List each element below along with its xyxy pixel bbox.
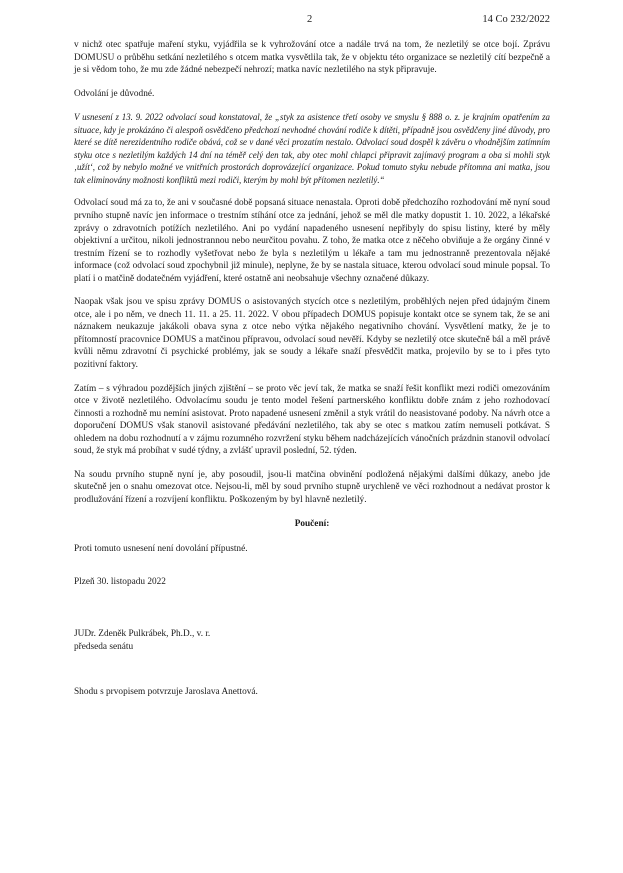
certification-note: Shodu s prvopisem potvrzuje Jaroslava Anettová.: [74, 687, 258, 698]
signatory-role: předseda senátu: [74, 641, 134, 652]
document-body: [74, 39, 550, 699]
paragraph-first-instance-task: Na soudu prvního stupně nyní je, aby posoudil, jsou-li matčina obvinění podložená nějakými dalšími důkazy, anebo jde skutečně jen o snahu omezovat otce. Nejsou-li, měl by soud prvního stupně urychleně ve věci rozhodnout a nedávat prostor k prodlužování řízení a rozvíjení konfliktu. Poškozeným by byl hlavně nezletilý.: [74, 469, 550, 505]
paragraph-appeal-justified: Odvolání je důvodné.: [74, 88, 155, 99]
instruction-text: Proti tomuto usnesení není dovolání přípustné.: [74, 544, 248, 555]
case-number: 14 Co 232/2022: [482, 14, 550, 25]
page-header: [0, 14, 623, 28]
page-number: 2: [307, 14, 313, 25]
paragraph-conclusion: Zatím – s výhradou pozdějších jiných zjištění – se proto věc jeví tak, že matka se snaží řešit konflikt mezi rodiči omezováním otce v životě nezletilého. Odvolacímu soudu je tento model řešení partnerského konfliktu dobře znám z jeho rozhodovací činnosti a rozhodně mu nemíní asistovat. Proto napadené usnesení změnil a styk vrátil do neasistované podoby. Na návrh otce a doporučení DOMUS však stanovil asistované předávání nezletilého, tak aby se otec s matkou zatím nemuseli potkávat. S ohledem na dobu rozhodnutí a v zájmu rozumného rozvržení styku během nadcházejících vánočních prázdnin stanovil odvolací soud, že styk má probíhat v sudé týdny, a zvlášť upravil poslední, 52. týden.: [74, 383, 550, 457]
paragraph-court-opinion: Odvolací soud má za to, že ani v současné době popsaná situace nenastala. Oproti době předchozího rozhodování mě nyní soud prvního stupně navíc jen informace o trestním stíhání otce za jednání, jehož se měl dle matky dopustit 1. 10. 2022, a lékařské zprávy o zdravotních potížích nezletilého. Ani po vydání napadeného usnesení nepřibyly do spisu listiny, které by měly objektivní a určitou, nikoli jednostrannou nebo neurčitou povahu. Z toho, že matka otce z něčeho obviňuje a že orgány činné v trestním řízení se to rozhodly vyšetřovat nebo že byla s nezletilým u lékaře a tam mu jednostranně prezentovala nějaké informace (což odvolací soud zpochybnil již minule), neplyne, že by se nastala situace, kterou odvolací soud minule popsal. To platí i o matčině dodatečném vyjádření, které ostatně ani neobsahuje všechny označené důkazy.: [74, 198, 550, 284]
instruction-heading: Poučení:: [294, 518, 330, 529]
place-date: Plzeň 30. listopadu 2022: [74, 576, 166, 587]
paragraph-quoted-ruling: V usnesení z 13. 9. 2022 odvolací soud konstatoval, že „styk za asistence třetí osoby ve smyslu § 888 o. z. je krajním opatřením za situace, kdy je prokázáno či alespoň osvědčeno předchozí nevhodné chování rodiče k dítěti, případně jsou osvědčeny jiné důvody, pro které se dítě nerezidentního rodiče obává, což se v dané věci prozatím nestalo. Odvolací soud dospěl k závěru o vhodnějším zatímním styku otce s nezletilým každých 14 dní na téměř celý den tak, aby otec mohl chlapci připravit zajímavý program a oba si mohli styk ‚užít‘, což by nebylo možné ve vnitřních prostorách doprovázející organizace. Pokud tomuto styku nebude přítomna ani matka, jsou tak eliminovány možnosti konfliktů mezi rodiči, kterým by mohl být přítomen nezletilý.“: [74, 112, 550, 185]
paragraph-continuation: v nichž otec spatřuje maření styku, vyjádřila se k vyhrožování otce a nadále trvá na tom, že nezletilý se otce bojí. Zprávu DOMUSU o průběhu setkání nezletilého s otcem matka vysvětlila tak, že v objektu této organizace se nezletilý cítí bezpečně a je si vědom toho, že mu zde žádné nebezpečí nehrozí; matka navíc nezletilého na styk připravuje.: [74, 40, 550, 76]
signatory-name: JUDr. Zdeněk Pulkrábek, Ph.D., v. r.: [74, 629, 211, 640]
paragraph-domus-reports: Naopak však jsou ve spisu zprávy DOMUS o asistovaných stycích otce s nezletilým, proběhlých nejen před údajným činem otce, ale i po něm, ve dnech 11. 11. a 25. 11. 2022. V obou případech DOMUS popisuje kontakt otce se synem tak, že se ani náznakem neukazuje jakákoli obava syna z otce nebo výtka nějakého negativního chování. Vysvětlení matky, že je to přítomností pracovnice DOMUS a matčinou přípravou, odvolací soud nevěří. Kdyby se nezletilý otce skutečně bál a měl právě kvůli němu zdravotní či psychické problémy, jak se soudy a lékaře snaží přesvědčit matka, projevilo by se to i přes tyto pozitivní faktory.: [74, 297, 550, 371]
